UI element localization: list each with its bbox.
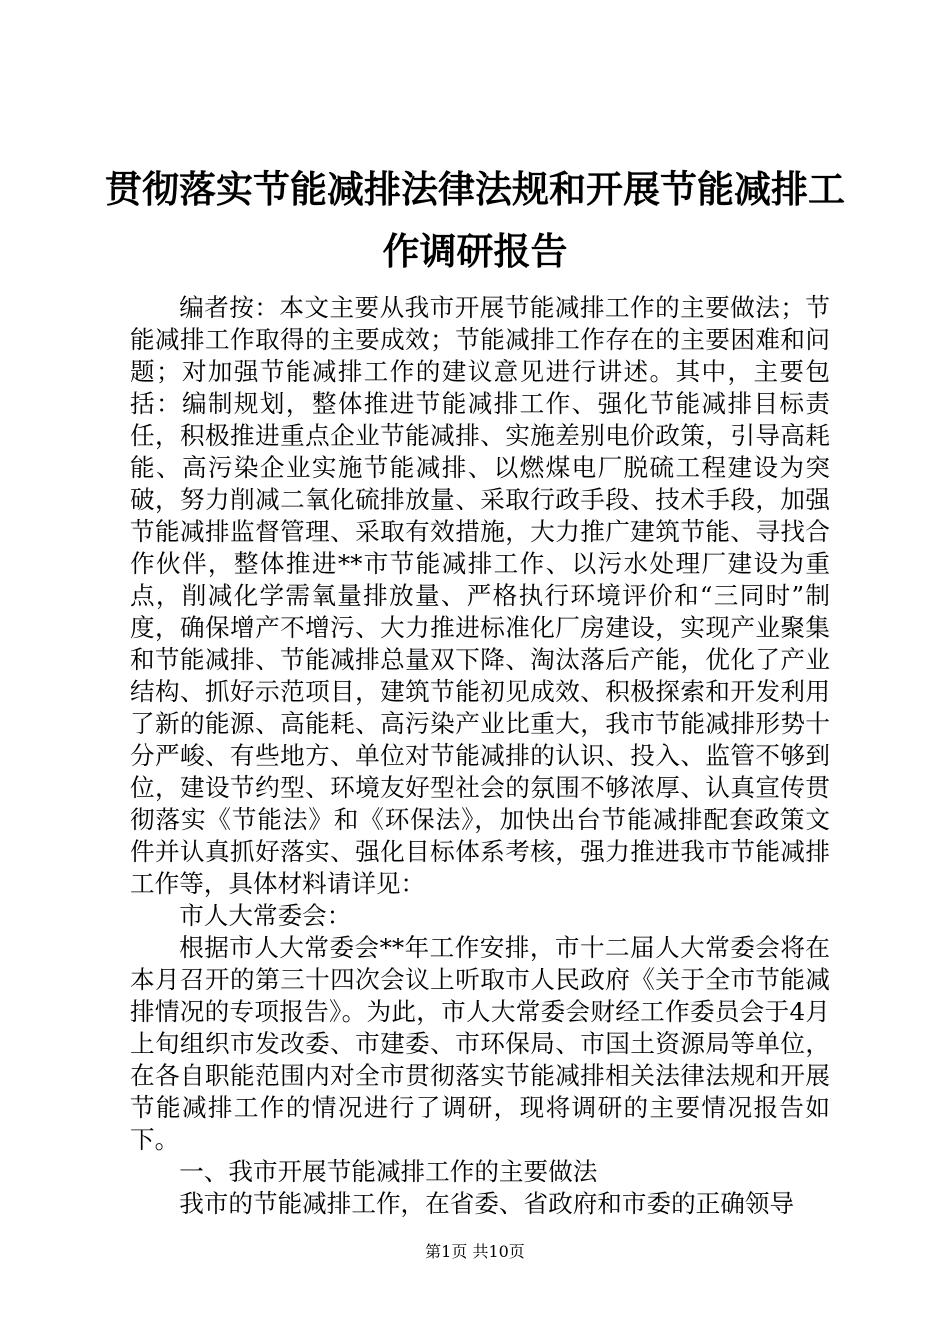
intro-paragraph: 根据市人大常委会**年工作安排，市十二届人大常委会将在本月召开的第三十四次会议上听取市人民政府《关于全市节能减排情况的专项报告》。为此，市人大常委会财经工作委员会于4月上旬组织市发改委、市建委、市环保局、市国土资源局等单位，在各自职能范围内对全市贯彻落实节能减排相关法律法规和开展节能减排工作的情况进行了调研，现将调研的主要情况报告如下。 <box>130 933 830 1154</box>
salutation-paragraph: 市人大常委会： <box>179 901 352 930</box>
section-heading: 一、我市开展节能减排工作的主要做法 <box>179 1157 598 1186</box>
page-footer: 第1页 共10页 <box>425 1242 525 1261</box>
editor-note-paragraph: 编者按：本文主要从我市开展节能减排工作的主要做法；节能减排工作取得的主要成效；节能减排工作存在的主要困难和问题；对加强节能减排工作的建议意见进行讲述。其中，主要包括：编制规划，整体推进节能减排工作、强化节能减排目标责任，积极推进重点企业节能减排、实施差别电价政策，引导高耗能、高污染企业实施节能减排、以燃煤电厂脱硫工程建设为突破，努力削减二氧化硫排放量、采取行政手段、技术手段，加强节能减排监督管理、采取有效措施，大力推广建筑节能、寻找合作伙伴，整体推进**市节能减排工作、以污水处理厂建设为重点，削减化学需氧量排放量、严格执行环境评价和“三同时”制度，确保增产不增污、大力推进标准化厂房建设，实现产业聚集和节能减排、节能减排总量双下降、淘汰落后产能，优化了产业结构、抓好示范项目，建筑节能初见成效、积极探索和开发利用了新的能源、高能耗、高污染产业比重大，我市节能减排形势十分严峻、有些地方、单位对节能减排的认识、投入、监管不够到位，建设节约型、环境友好型社会的氛围不够浓厚、认真宣传贯彻落实《节能法》和《环保法》，加快出台节能减排配套政策文件并认真抓好落实、强化目标体系考核，强力推进我市节能减排工作等，具体材料请详见： <box>130 293 830 898</box>
document-body <box>130 292 830 1220</box>
document-title: 贯彻落实节能减排法律法规和开展节能减排工作调研报告 <box>105 167 845 273</box>
section-paragraph: 我市的节能减排工作，在省委、省政府和市委的正确领导 <box>179 1189 795 1218</box>
